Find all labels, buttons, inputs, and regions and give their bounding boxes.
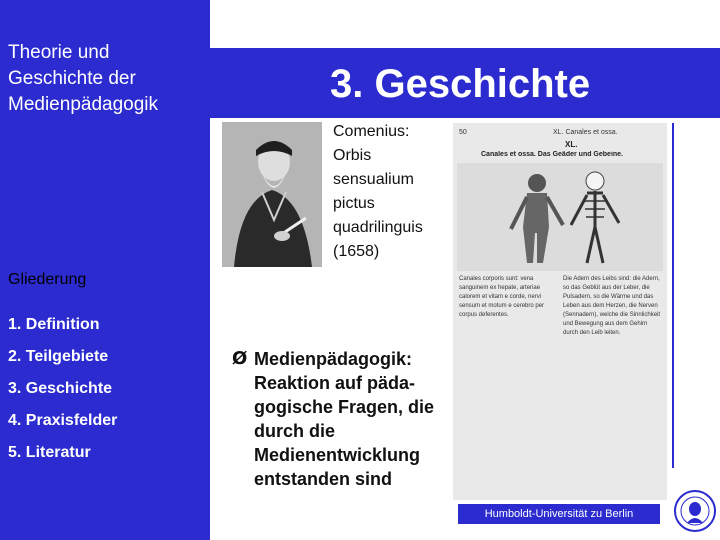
bullet-text: Medienpädagogik: Reaktion auf päda-gogische Fragen, die durch die Medienentwicklung entstanden sind: [254, 349, 435, 489]
slide-title: 3. Geschichte: [330, 62, 591, 106]
course-title-line-3: Medienpädagogik: [8, 94, 159, 115]
university-seal-icon: [673, 489, 717, 533]
outline-item-definition[interactable]: 1. Definition: [8, 316, 100, 333]
seal-drawing: [673, 489, 717, 533]
plate-german-text: Die Adern des Leibs sind: die Adern, so das Geblüt aus der Leber, die Pulsadern, so die Wärme und das Leben aus dem Herzen, die Nerven (Sennadern), welche die Sinnlichkeit und Bewegung aus dem Gehirn durch den Leib leiten.: [563, 276, 661, 336]
portrait-drawing: [222, 122, 322, 267]
comenius-portrait: [222, 122, 322, 267]
caption-line-2: Orbis: [333, 147, 372, 164]
course-title-line-2: Geschichte der: [8, 68, 136, 89]
plate-caption: Canales et ossa. Das Geäder und Gebeine.: [481, 151, 623, 158]
caption-line-3: sensualium: [333, 171, 414, 188]
outline-item-geschichte[interactable]: 3. Geschichte: [8, 380, 113, 397]
plate-anatomy-illustration: [453, 163, 667, 273]
university-label: Humboldt-Universität zu Berlin: [458, 504, 660, 524]
caption-line-4: pictus: [333, 195, 375, 212]
plate-header: XL. Canales et ossa.: [553, 129, 618, 136]
outline-item-literatur[interactable]: 5. Literatur: [8, 444, 91, 461]
plate-section: XL.: [565, 140, 578, 149]
bullet-arrow-icon: Ø: [232, 348, 248, 369]
orbis-pictus-plate: [453, 123, 667, 500]
outline-item-teilgebiete[interactable]: 2. Teilgebiete: [8, 348, 109, 365]
caption-line-5: quadrilinguis: [333, 219, 423, 236]
course-title: [8, 40, 208, 118]
plate-latin-text: Canales corporis sunt: vena sanguinem ex hepate, arteriae calorem et vitam e corde, nervi sensum et motum e cerebro per corpus deferentes.: [459, 276, 545, 318]
portrait-caption: [333, 120, 443, 264]
plate-page-number: 50: [459, 129, 467, 136]
outline-heading: Gliederung: [8, 271, 87, 288]
caption-line-1: Comenius:: [333, 123, 410, 140]
author-label: Prof. Dr. Sigrid Blömeke: [674, 261, 686, 379]
course-title-line-1: Theorie und: [8, 42, 110, 63]
caption-line-6: (1658): [333, 243, 380, 260]
outline-item-praxisfelder[interactable]: 4. Praxisfelder: [8, 412, 118, 429]
